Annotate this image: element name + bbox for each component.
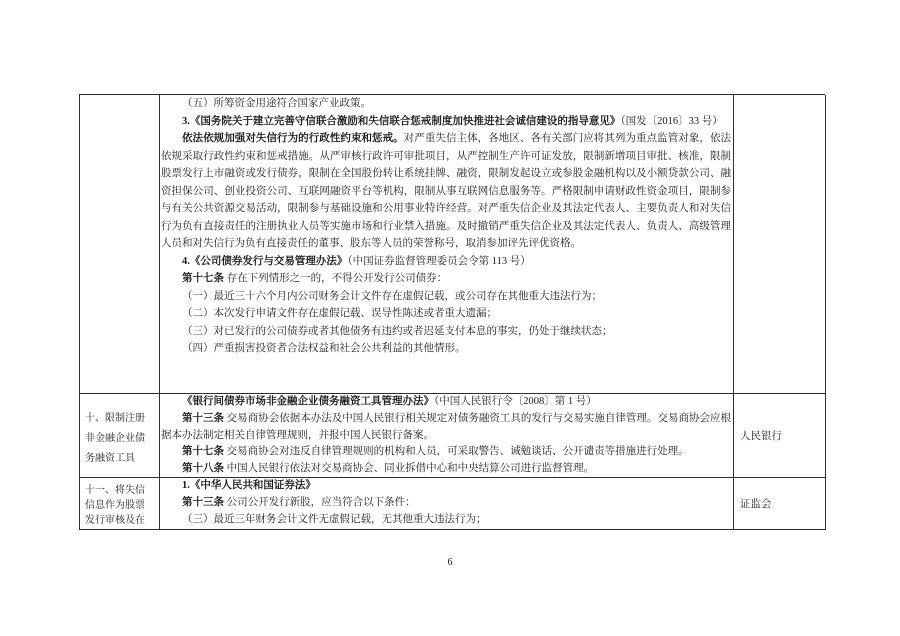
paragraph: [161, 444, 731, 461]
text-segment: （国发〔2016〕33 号）: [620, 115, 723, 127]
paragraph: [161, 411, 731, 445]
paragraph: [161, 495, 731, 512]
authority-cell-row3: 证监会: [734, 478, 826, 530]
regulation-table: [79, 94, 825, 530]
text-segment: 交易商协会依据本办法及中国人民银行相关规定对债务融资工具的发行与交易实施自律管理。交易商协会应根据本办法制定相关自律管理规则，并报中国人民银行备案。: [161, 412, 732, 441]
bold-text-segment: 第十七条: [182, 273, 224, 284]
authority-cell-row1: [734, 95, 826, 394]
bold-text-segment: 《银行间债券市场非金融企业债务融资工具管理办法》: [182, 396, 434, 407]
paragraph: [161, 461, 731, 478]
category-cell-row2: 十、限制注册非金融企业债务融资工具: [80, 394, 160, 478]
text-segment: （四）严重损害投资者合法权益和社会公共利益的其他情形。: [182, 343, 466, 354]
content-cell-row1: [160, 95, 734, 394]
category-cell-row3: 十一、将失信信息作为股票发行审核及在: [80, 478, 160, 530]
text-segment: （一）最近三十六个月内公司财务会计文件存在虚假记载，或公司存在其他重大违法行为；: [182, 290, 602, 302]
text-segment: （三）最近三年财务会计文件无虚假记载，无其他重大违法行为；: [182, 513, 487, 525]
paragraph: [161, 512, 731, 529]
content-cell-row2: [160, 394, 734, 478]
bold-text-segment: 1.《中华人民共和国证券法》: [182, 480, 316, 491]
paragraph: [161, 270, 731, 288]
paragraph: [161, 394, 731, 411]
text-segment: （中国人民银行令〔2008〕第 1 号）: [434, 396, 597, 407]
text-segment: （五）所筹资金用途符合国家产业政策。: [182, 98, 371, 109]
paragraph: [161, 305, 731, 323]
text-segment: 交易商协会对违反自律管理规则的机构和人员，可采取警告、诫勉谈话、公开谴责等措施进行处理。: [224, 446, 689, 458]
paragraph: [161, 478, 731, 495]
bold-text-segment: 第十七条: [182, 446, 224, 458]
text-segment: （中国证券监督管理委员会令第 113 号）: [347, 255, 531, 267]
bold-text-segment: 3.《国务院关于建立完善守信联合激励和失信联合惩戒制度加快推进社会诚信建设的指导意见》: [182, 115, 621, 127]
bold-text-segment: 依法依规加强对失信行为的行政性约束和惩戒。: [182, 133, 404, 144]
text-segment: （二）本次发行申请文件存在虚假记载、误导性陈述或者重大遗漏；: [182, 308, 497, 319]
bold-text-segment: 第十三条: [182, 412, 225, 424]
text-segment: （三）对已发行的公司债券或者其他债务有违约或者迟延支付本息的事实，仍处于继续状态；: [182, 325, 613, 337]
page-number: 6: [447, 557, 453, 568]
bold-text-segment: 第十三条: [182, 496, 224, 508]
category-cell-row1: [80, 95, 160, 394]
text-segment: 对严重失信主体，各地区、各有关部门应将其列为重点监管对象，依法依规采取行政性约束和惩戒措施。从严审核行政许可审批项目，从严控制生产许可证发放，限制新增项目审批、核准，限制股票发行上市融资或发行债券，限制在全国股份转让系统挂牌、融资，限制发起设立或参股金融机构以及小额贷款公司、融资担保公司、创业投资公司、互联网融资平台等机构，限制从事互联网信息服务等。严格限制申请财政性资金项目，限制参与有关公共资源交易活动，限制参与基础设施和公用事业特许经营。对严重失信企业及其法定代表人、主要负责人和对失信行为负有直接责任的注册执业人员等实施市场和行业禁入措施。及时撤销严重失信企业及其法定代表人、负责人、高级管理人员和对失信行为负有直接责任的董事、股东等人员的荣誉称号，取消参加评先评优资格。: [161, 133, 731, 249]
paragraph: [161, 130, 731, 253]
bold-text-segment: 4.《公司债券发行与交易管理办法》: [182, 255, 348, 267]
paragraph: [161, 323, 731, 341]
paragraph: [161, 288, 731, 306]
text-segment: 公司公开发行新股，应当符合以下条件：: [224, 496, 416, 508]
paragraph: [161, 340, 731, 358]
authority-cell-row2: 人民银行: [734, 394, 826, 478]
content-cell-row3: [160, 478, 734, 530]
paragraph: [161, 253, 731, 271]
paragraph: [161, 113, 731, 131]
bold-text-segment: 第十八条: [182, 463, 224, 475]
text-segment: 中国人民银行依法对交易商协会、同业拆借中心和中央结算公司进行监督管理。: [224, 463, 595, 475]
text-segment: 存在下列情形之一的，不得公开发行公司债券：: [224, 273, 448, 284]
paragraph: [161, 95, 731, 113]
